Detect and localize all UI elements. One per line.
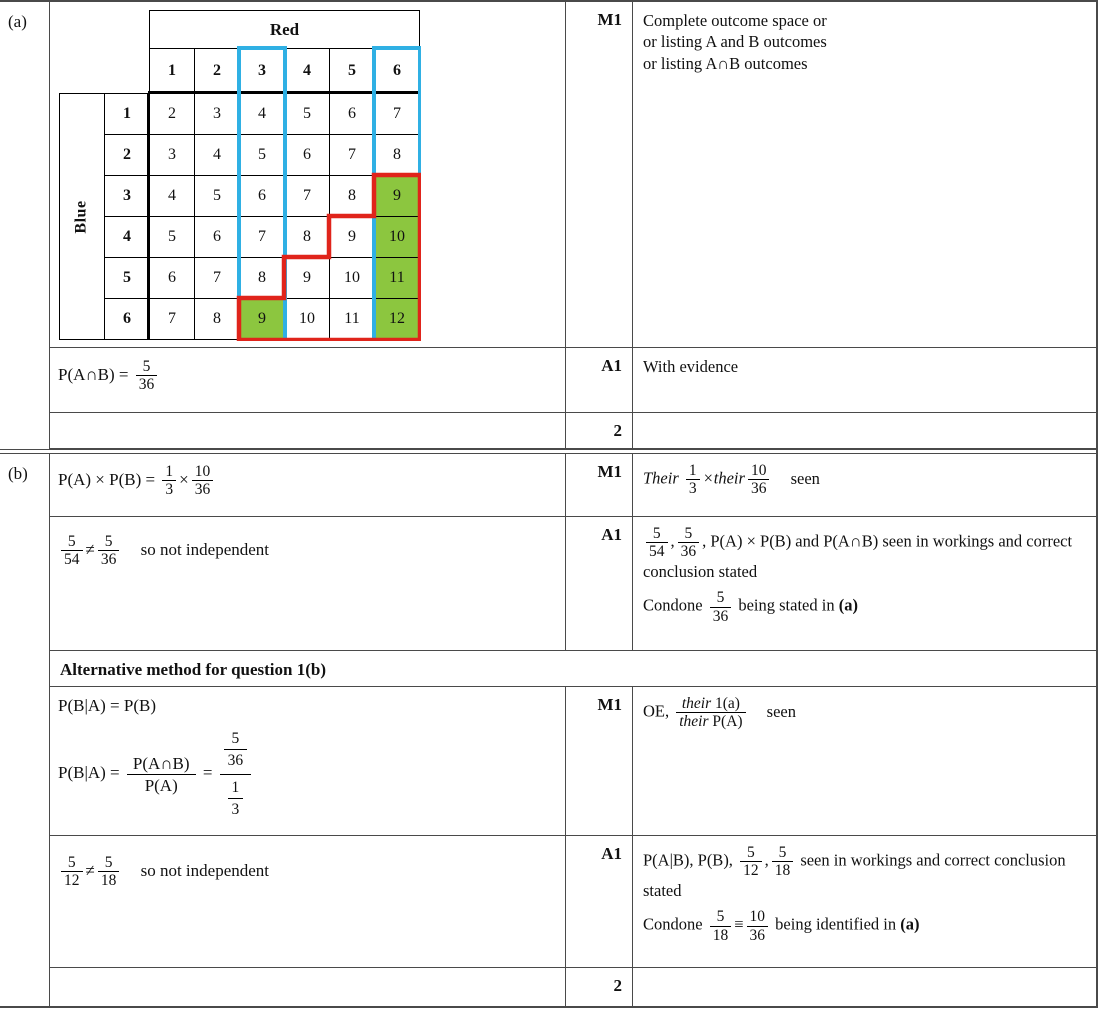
grid-cell: 5 bbox=[149, 216, 195, 258]
working-alt-line1: P(B|A) = P(B) bbox=[58, 696, 156, 715]
row-a-total bbox=[0, 413, 1096, 449]
part-b-label: (b) bbox=[8, 464, 28, 483]
grid-cell: 8 bbox=[284, 216, 330, 258]
comment-b-a1 bbox=[633, 517, 1096, 650]
alternative-method-header: Alternative method for question 1(b) bbox=[60, 660, 326, 679]
comment-text: , P(A) × P(B) and P(A∩B) seen in workings and correct conclusion stated bbox=[643, 531, 1073, 581]
mark-a-m1: M1 bbox=[566, 2, 633, 347]
comment-text: being identified in bbox=[775, 914, 897, 934]
mark-a-a1: A1 bbox=[566, 348, 633, 412]
part-a-label: (a) bbox=[8, 12, 27, 31]
grid-row-header: 1 bbox=[104, 93, 150, 135]
grid-row-header: 3 bbox=[104, 175, 150, 217]
comment-line bbox=[643, 589, 1086, 625]
comment-text: seen in workings and correct conclusion stated bbox=[643, 850, 1066, 900]
grid-cell: 6 bbox=[284, 134, 330, 176]
working-a-result bbox=[50, 348, 565, 394]
fraction: $\frac{1}{3}$ bbox=[228, 777, 244, 821]
total-a: 2 bbox=[566, 413, 633, 448]
row-a1 bbox=[0, 2, 1096, 348]
not-equal-sign: ≠ bbox=[85, 860, 95, 880]
mark-alt-m1: M1 bbox=[566, 687, 633, 835]
comment-line: Complete outcome space or bbox=[643, 11, 827, 30]
fraction: $\frac{5}{36}$ bbox=[710, 589, 732, 625]
equation-text: P(B|A) = bbox=[58, 763, 120, 783]
mark-alt-a1: A1 bbox=[566, 836, 633, 967]
equals-sign: = bbox=[202, 763, 213, 783]
comment-text: , bbox=[670, 531, 675, 551]
grid-cell: 9 bbox=[374, 175, 420, 217]
grid-cell: 8 bbox=[329, 175, 375, 217]
grid-cell: 6 bbox=[194, 216, 240, 258]
row-b3 bbox=[0, 687, 1096, 836]
fraction: $\frac{1}{3}$ bbox=[686, 462, 700, 498]
their-fraction: $\frac{\text{their 1(a)}}{\text{their P(A)}}$ bbox=[676, 695, 745, 731]
grid-cell: 3 bbox=[149, 134, 195, 176]
row-b1 bbox=[0, 454, 1096, 517]
grid-cell: 10 bbox=[284, 298, 330, 340]
grid-red-title: Red bbox=[149, 10, 420, 49]
grid-cell: 6 bbox=[239, 175, 285, 217]
working-alt-line2 bbox=[50, 726, 565, 822]
grid-col-header: 3 bbox=[239, 48, 285, 94]
working-alt-conclusion bbox=[50, 836, 565, 890]
comment-text: Condone bbox=[643, 595, 703, 615]
equation-text: P(A) × P(B) = bbox=[58, 469, 156, 489]
grid-col-header: 4 bbox=[284, 48, 330, 94]
comment-line: or listing A∩B outcomes bbox=[643, 53, 808, 73]
complex-fraction bbox=[220, 726, 252, 822]
grid-cell: 8 bbox=[374, 134, 420, 176]
grid-blue-title bbox=[59, 93, 105, 340]
comment-text: ×their bbox=[702, 468, 745, 488]
grid-cell: 8 bbox=[239, 257, 285, 299]
fraction: $\frac{5}{36}$ bbox=[224, 728, 248, 772]
grid-cell: 7 bbox=[239, 216, 285, 258]
grid-cell: 9 bbox=[329, 216, 375, 258]
row-b4 bbox=[0, 836, 1096, 968]
grid-col-header: 1 bbox=[149, 48, 195, 94]
part-reference: (a) bbox=[838, 595, 858, 615]
equiv-sign: ≡ bbox=[734, 914, 744, 934]
mark-b-a1: A1 bbox=[566, 517, 633, 650]
grid-cell: 4 bbox=[149, 175, 195, 217]
fraction: $\frac{10}{36}$ bbox=[747, 908, 769, 944]
grid-col-header: 6 bbox=[374, 48, 420, 94]
grid-cell: 6 bbox=[329, 93, 375, 135]
fraction: $\frac{5}{36}$ bbox=[678, 525, 700, 561]
grid-cell: 4 bbox=[194, 134, 240, 176]
comment-b-m1 bbox=[633, 454, 1096, 516]
fraction: $\frac{5}{12}$ bbox=[61, 854, 83, 890]
working-b-conclusion bbox=[50, 517, 565, 569]
grid-cell: 7 bbox=[194, 257, 240, 299]
grid-cell: 4 bbox=[239, 93, 285, 135]
comment-text: P(A|B), P(B), bbox=[643, 850, 733, 870]
grid-axis-line-vertical bbox=[147, 93, 150, 340]
comment-text: Condone bbox=[643, 914, 703, 934]
grid-cell: 11 bbox=[374, 257, 420, 299]
grid-cell: 3 bbox=[194, 93, 240, 135]
grid-cell: 11 bbox=[329, 298, 375, 340]
fraction: $\frac{10}{36}$ bbox=[192, 463, 214, 499]
comment-a-m1 bbox=[633, 2, 1096, 347]
grid-cell: 2 bbox=[149, 93, 195, 135]
equation-text: so not independent bbox=[140, 860, 270, 880]
outcome-grid bbox=[59, 10, 421, 341]
grid-blue-title-text: Blue bbox=[73, 199, 90, 234]
grid-cell: 9 bbox=[239, 298, 285, 340]
fraction: $\frac{5}{18}$ bbox=[98, 854, 120, 890]
comment-alt-m1 bbox=[633, 687, 1096, 835]
grid-cell: 10 bbox=[329, 257, 375, 299]
fraction: $\frac{5}{18}$ bbox=[710, 908, 732, 944]
comment-text: OE, bbox=[643, 701, 670, 721]
comment-text: seen bbox=[790, 468, 820, 488]
grid-cell: 7 bbox=[149, 298, 195, 340]
fraction: $\frac{10}{36}$ bbox=[748, 462, 770, 498]
total-b: 2 bbox=[566, 968, 633, 1006]
part-reference: (a) bbox=[900, 914, 920, 934]
comment-line bbox=[643, 908, 1086, 944]
comment-text: , bbox=[764, 850, 769, 870]
grid-cell: 7 bbox=[374, 93, 420, 135]
row-b2 bbox=[0, 517, 1096, 651]
grid-row-header: 6 bbox=[104, 298, 150, 340]
fraction: $\frac{5}{36}$ bbox=[136, 358, 158, 394]
grid-row-header: 2 bbox=[104, 134, 150, 176]
grid-cell: 7 bbox=[329, 134, 375, 176]
grid-row-header: 4 bbox=[104, 216, 150, 258]
grid-cell: 7 bbox=[284, 175, 330, 217]
comment-line: or listing A and B outcomes bbox=[643, 32, 827, 52]
row-b-total bbox=[0, 968, 1096, 1006]
grid-cell: 10 bbox=[374, 216, 420, 258]
mark-b-m1: M1 bbox=[566, 454, 633, 516]
grid-cell: 5 bbox=[239, 134, 285, 176]
comment-line bbox=[643, 525, 1086, 582]
grid-cell: 5 bbox=[284, 93, 330, 135]
comment-alt-a1 bbox=[633, 836, 1096, 967]
fraction: $\frac{5}{54}$ bbox=[646, 525, 668, 561]
grid-col-header: 5 bbox=[329, 48, 375, 94]
equation-text: P(A∩B) = bbox=[58, 364, 129, 384]
times-sign: × bbox=[179, 469, 189, 489]
row-a2 bbox=[0, 348, 1096, 413]
grid-col-header: 2 bbox=[194, 48, 240, 94]
comment-text: Their bbox=[643, 468, 679, 488]
grid-axis-line-horizontal bbox=[148, 91, 420, 94]
not-equal-sign: ≠ bbox=[85, 539, 95, 559]
grid-cell: 12 bbox=[374, 298, 420, 340]
grid-cell: 9 bbox=[284, 257, 330, 299]
fraction: $\frac{5}{12}$ bbox=[740, 844, 762, 880]
comment-text: seen bbox=[766, 701, 796, 721]
working-b-product bbox=[50, 454, 565, 499]
comment-text: being stated in bbox=[738, 595, 835, 615]
comment-a-a1: With evidence bbox=[643, 357, 739, 376]
fraction: $\frac{5}{54}$ bbox=[61, 533, 83, 569]
equation-text: so not independent bbox=[140, 539, 270, 559]
fraction: $\frac{5}{18}$ bbox=[772, 844, 794, 880]
row-alt-header bbox=[0, 651, 1096, 687]
grid-cell: 6 bbox=[149, 257, 195, 299]
fraction: $\frac{1}{3}$ bbox=[162, 463, 176, 499]
grid-cell: 5 bbox=[194, 175, 240, 217]
grid-cell: 8 bbox=[194, 298, 240, 340]
comment-line bbox=[643, 844, 1086, 901]
fraction: $\frac{P(A\cap B)}{P(A)}$ bbox=[127, 753, 196, 796]
grid-row-header: 5 bbox=[104, 257, 150, 299]
fraction: $\frac{5}{36}$ bbox=[98, 533, 120, 569]
